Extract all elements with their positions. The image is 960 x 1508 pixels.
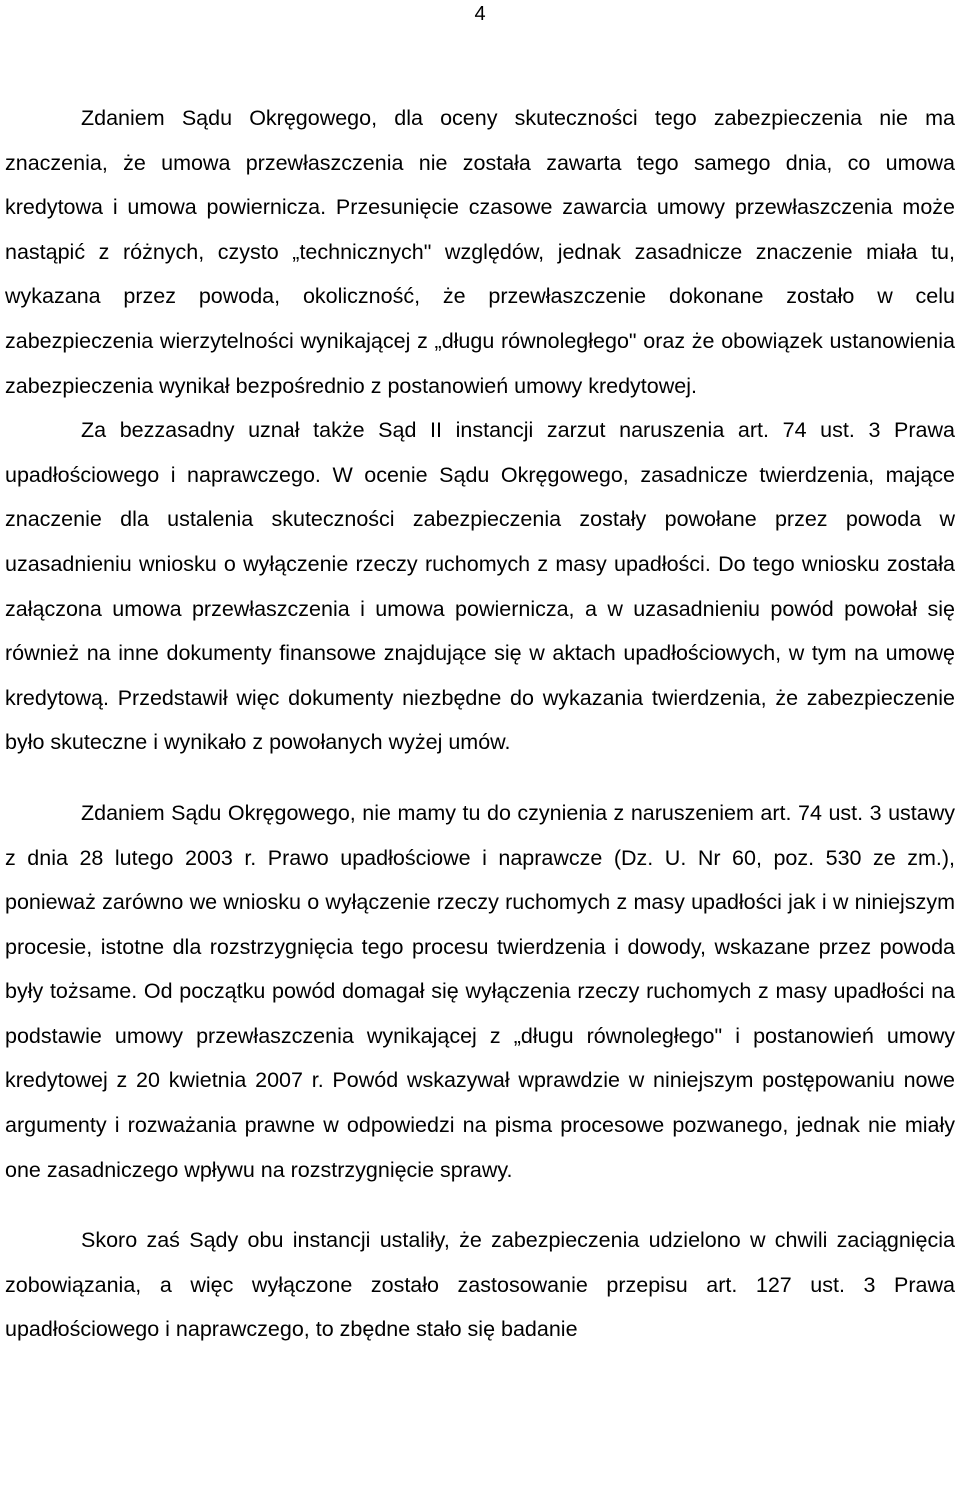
document-body xyxy=(5,96,955,1352)
paragraph-2: Za bezzasadny uznał także Sąd II instancji zarzut naruszenia art. 74 ust. 3 Prawa upadłościowego i naprawczego. W ocenie Sądu Okręgowego, zasadnicze twierdzenia, mające znaczenie dla ustalenia skuteczności zabezpieczenia zostały powołane przez powoda w uzasadnieniu wniosku o wyłączenie rzeczy ruchomych z masy upadłości. Do tego wniosku została załączona umowa przewłaszczenia i umowa powiernicza, a w uzasadnieniu powód powołał się również na inne dokumenty finansowe znajdujące się w aktach upadłościowych, w tym na umowę kredytową. Przedstawił więc dokumenty niezbędne do wykazania twierdzenia, że zabezpieczenie było skuteczne i wynikało z powołanych wyżej umów. xyxy=(5,418,955,755)
page-number: 4 xyxy=(474,3,486,25)
paragraph-3: Zdaniem Sądu Okręgowego, nie mamy tu do czynienia z naruszeniem art. 74 ust. 3 ustawy z dnia 28 lutego 2003 r. Prawo upadłościowe i naprawcze (Dz. U. Nr 60, poz. 530 ze zm.), ponieważ zarówno we wniosku o wyłączenie rzeczy ruchomych z masy upadłości jak i w niniejszym procesie, istotne dla rozstrzygnięcia tego procesu twierdzenia i dowody, wskazane przez powoda były tożsame. Od początku powód domagał się wyłączenia rzeczy ruchomych z masy upadłości na podstawie umowy przewłaszczenia wynikającej z „długu równoległego" i postanowień umowy kredytowej z 20 kwietnia 2007 r. Powód wskazywał wprawdzie w niniejszym postępowaniu nowe argumenty i rozważania prawne w odpowiedzi na pisma procesowe pozwanego, jednak nie miały one zasadniczego wpływu na rozstrzygnięcie sprawy. xyxy=(5,800,955,1182)
paragraph-1: Zdaniem Sądu Okręgowego, dla oceny skuteczności tego zabezpieczenia nie ma znaczenia, że umowa przewłaszczenia nie została zawarta tego samego dnia, co umowa kredytowa i umowa powiernicza. Przesunięcie czasowe zawarcia umowy przewłaszczenia może nastąpić z różnych, czysto „technicznych" względów, jednak zasadnicze znaczenie miała tu, wykazana przez powoda, okoliczność, że przewłaszczenie dokonane zostało w celu zabezpieczenia wierzytelności wynikającej z „długu równoległego" oraz że obowiązek ustanowienia zabezpieczenia wynikał bezpośrednio z postanowień umowy kredytowej. xyxy=(5,106,955,398)
paragraph-4: Skoro zaś Sądy obu instancji ustaliły, że zabezpieczenia udzielono w chwili zaciągnięcia zobowiązania, a więc wyłączone zostało zastosowanie przepisu art. 127 ust. 3 Prawa upadłościowego i naprawczego, to zbędne stało się badanie xyxy=(5,1228,955,1342)
